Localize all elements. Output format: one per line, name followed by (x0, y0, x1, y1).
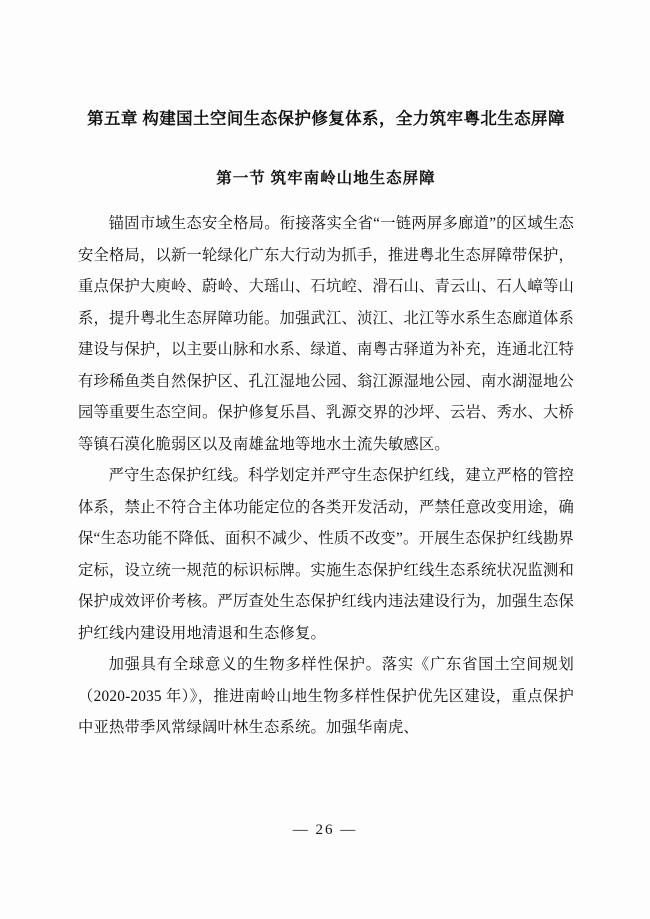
page-footer (0, 822, 650, 839)
body-paragraph: 加强具有全球意义的生物多样性保护。落实《广东省国土空间规划（2020-2035 年）》，推进南岭山地生物多样性保护优先区建设，重点保护中亚热带季风常绿阔叶林生态系统。加强华南虎、 (78, 656, 574, 737)
body-paragraph: 锚固市域生态安全格局。衔接落实全省“一链两屏多廊道”的区域生态安全格局，以新一轮绿化广东大行动为抓手，推进粤北生态屏障带保护，重点保护大庾岭、蔚岭、大瑶山、石坑崆、滑石山、青云山、石人嶂等山系，提升粤北生态屏障功能。加强武江、浈江、北江等水系生态廊道体系建设与保护，以主要山脉和水系、绿道、南粤古驿道为补充，连通北江特有珍稀鱼类自然保护区、孔江湿地公园、翁江源湿地公园、南水湖湿地公园等重要生态空间。保护修复乐昌、乳源交界的沙坪、云岩、秀水、大桥等镇石漠化脆弱区以及南雄盆地等地水土流失敏感区。 (78, 215, 574, 453)
body-paragraph: 严守生态保护红线。科学划定并严守生态保护红线，建立严格的管控体系，禁止不符合主体功能定位的各类开发活动，严禁任意改变用途，确保“生态功能不降低、面积不减少、性质不改变”。开展生态保护红线勘界定标，设立统一规范的标识标牌。实施生态保护红线生态系统状况监测和保护成效评价考核。严厉查处生态保护红线内违法建设行为，加强生态保护红线内建设用地清退和生态修复。 (78, 467, 574, 642)
chapter-title: 第五章 构建国土空间生态保护修复体系，全力筑牢粤北生态屏障 (87, 109, 565, 128)
page-content (78, 106, 574, 744)
page-number: — 26 — (292, 822, 358, 838)
section-title: 第一节 筑牢南岭山地生态屏障 (216, 170, 436, 188)
